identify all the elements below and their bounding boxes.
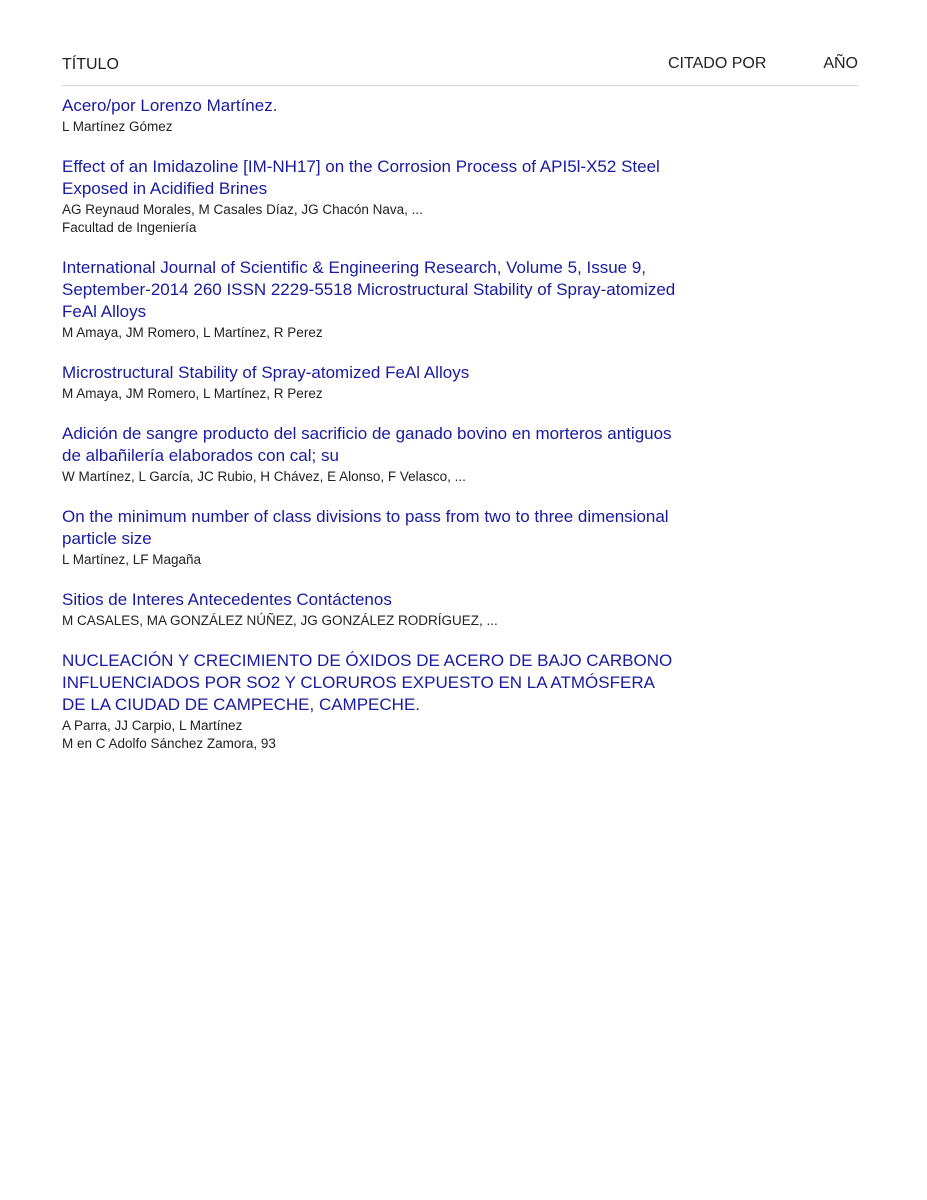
publication-authors: W Martínez, L García, JC Rubio, H Chávez, E Alonso, F Velasco, ...	[62, 469, 466, 484]
publication-item	[62, 257, 682, 342]
publication-item	[62, 423, 682, 486]
publication-title-link[interactable]: NUCLEACIÓN Y CRECIMIENTO DE ÓXIDOS DE ACERO DE BAJO CARBONO INFLUENCIADOS POR SO2 Y CLORUROS EXPUESTO EN LA ATMÓSFERA DE LA CIUDAD DE CAMPECHE, CAMPECHE.	[62, 651, 673, 714]
publication-authors: M Amaya, JM Romero, L Martínez, R Perez	[62, 325, 323, 340]
publication-authors: L Martínez Gómez	[62, 119, 173, 134]
table-header	[62, 0, 858, 86]
publications-page	[62, 0, 858, 773]
publication-item	[62, 650, 682, 753]
publication-venue: M en C Adolfo Sánchez Zamora, 93	[62, 736, 276, 751]
publication-item	[62, 95, 682, 136]
publication-title-link[interactable]: Adición de sangre producto del sacrificio de ganado bovino en morteros antiguos de albañilería elaborados con cal; su	[62, 424, 672, 465]
publication-title-link[interactable]: International Journal of Scientific & Engineering Research, Volume 5, Issue 9, September-2014 260 ISSN 2229-5518 Microstructural Stability of Spray-atomized FeAl Alloys	[62, 258, 676, 321]
publication-authors: M Amaya, JM Romero, L Martínez, R Perez	[62, 386, 323, 401]
publication-item	[62, 589, 682, 630]
header-cited-by-column[interactable]: CITADO POR	[668, 55, 767, 72]
header-title-column[interactable]: TÍTULO	[62, 56, 119, 73]
publication-authors: L Martínez, LF Magaña	[62, 552, 202, 567]
publication-list	[62, 86, 682, 753]
publication-item	[62, 156, 682, 237]
publication-venue: Facultad de Ingeniería	[62, 220, 197, 235]
publication-title-link[interactable]: Sitios de Interes Antecedentes Contáctenos	[62, 590, 392, 609]
publication-authors: M CASALES, MA GONZÁLEZ NÚÑEZ, JG GONZÁLEZ RODRÍGUEZ, ...	[62, 613, 498, 628]
publication-item	[62, 506, 682, 569]
publication-title-link[interactable]: Acero/por Lorenzo Martínez.	[62, 96, 278, 115]
publication-authors: A Parra, JJ Carpio, L Martínez	[62, 718, 243, 733]
publication-title-link[interactable]: Effect of an Imidazoline [IM-NH17] on the Corrosion Process of API5l-X52 Steel Exposed in Acidified Brines	[62, 157, 660, 198]
publication-authors: AG Reynaud Morales, M Casales Díaz, JG Chacón Nava, ...	[62, 202, 423, 217]
header-year-column[interactable]: AÑO	[823, 55, 858, 72]
publication-title-link[interactable]: On the minimum number of class divisions to pass from two to three dimensional particle size	[62, 507, 669, 548]
publication-title-link[interactable]: Microstructural Stability of Spray-atomized FeAl Alloys	[62, 363, 470, 382]
publication-item	[62, 362, 682, 403]
